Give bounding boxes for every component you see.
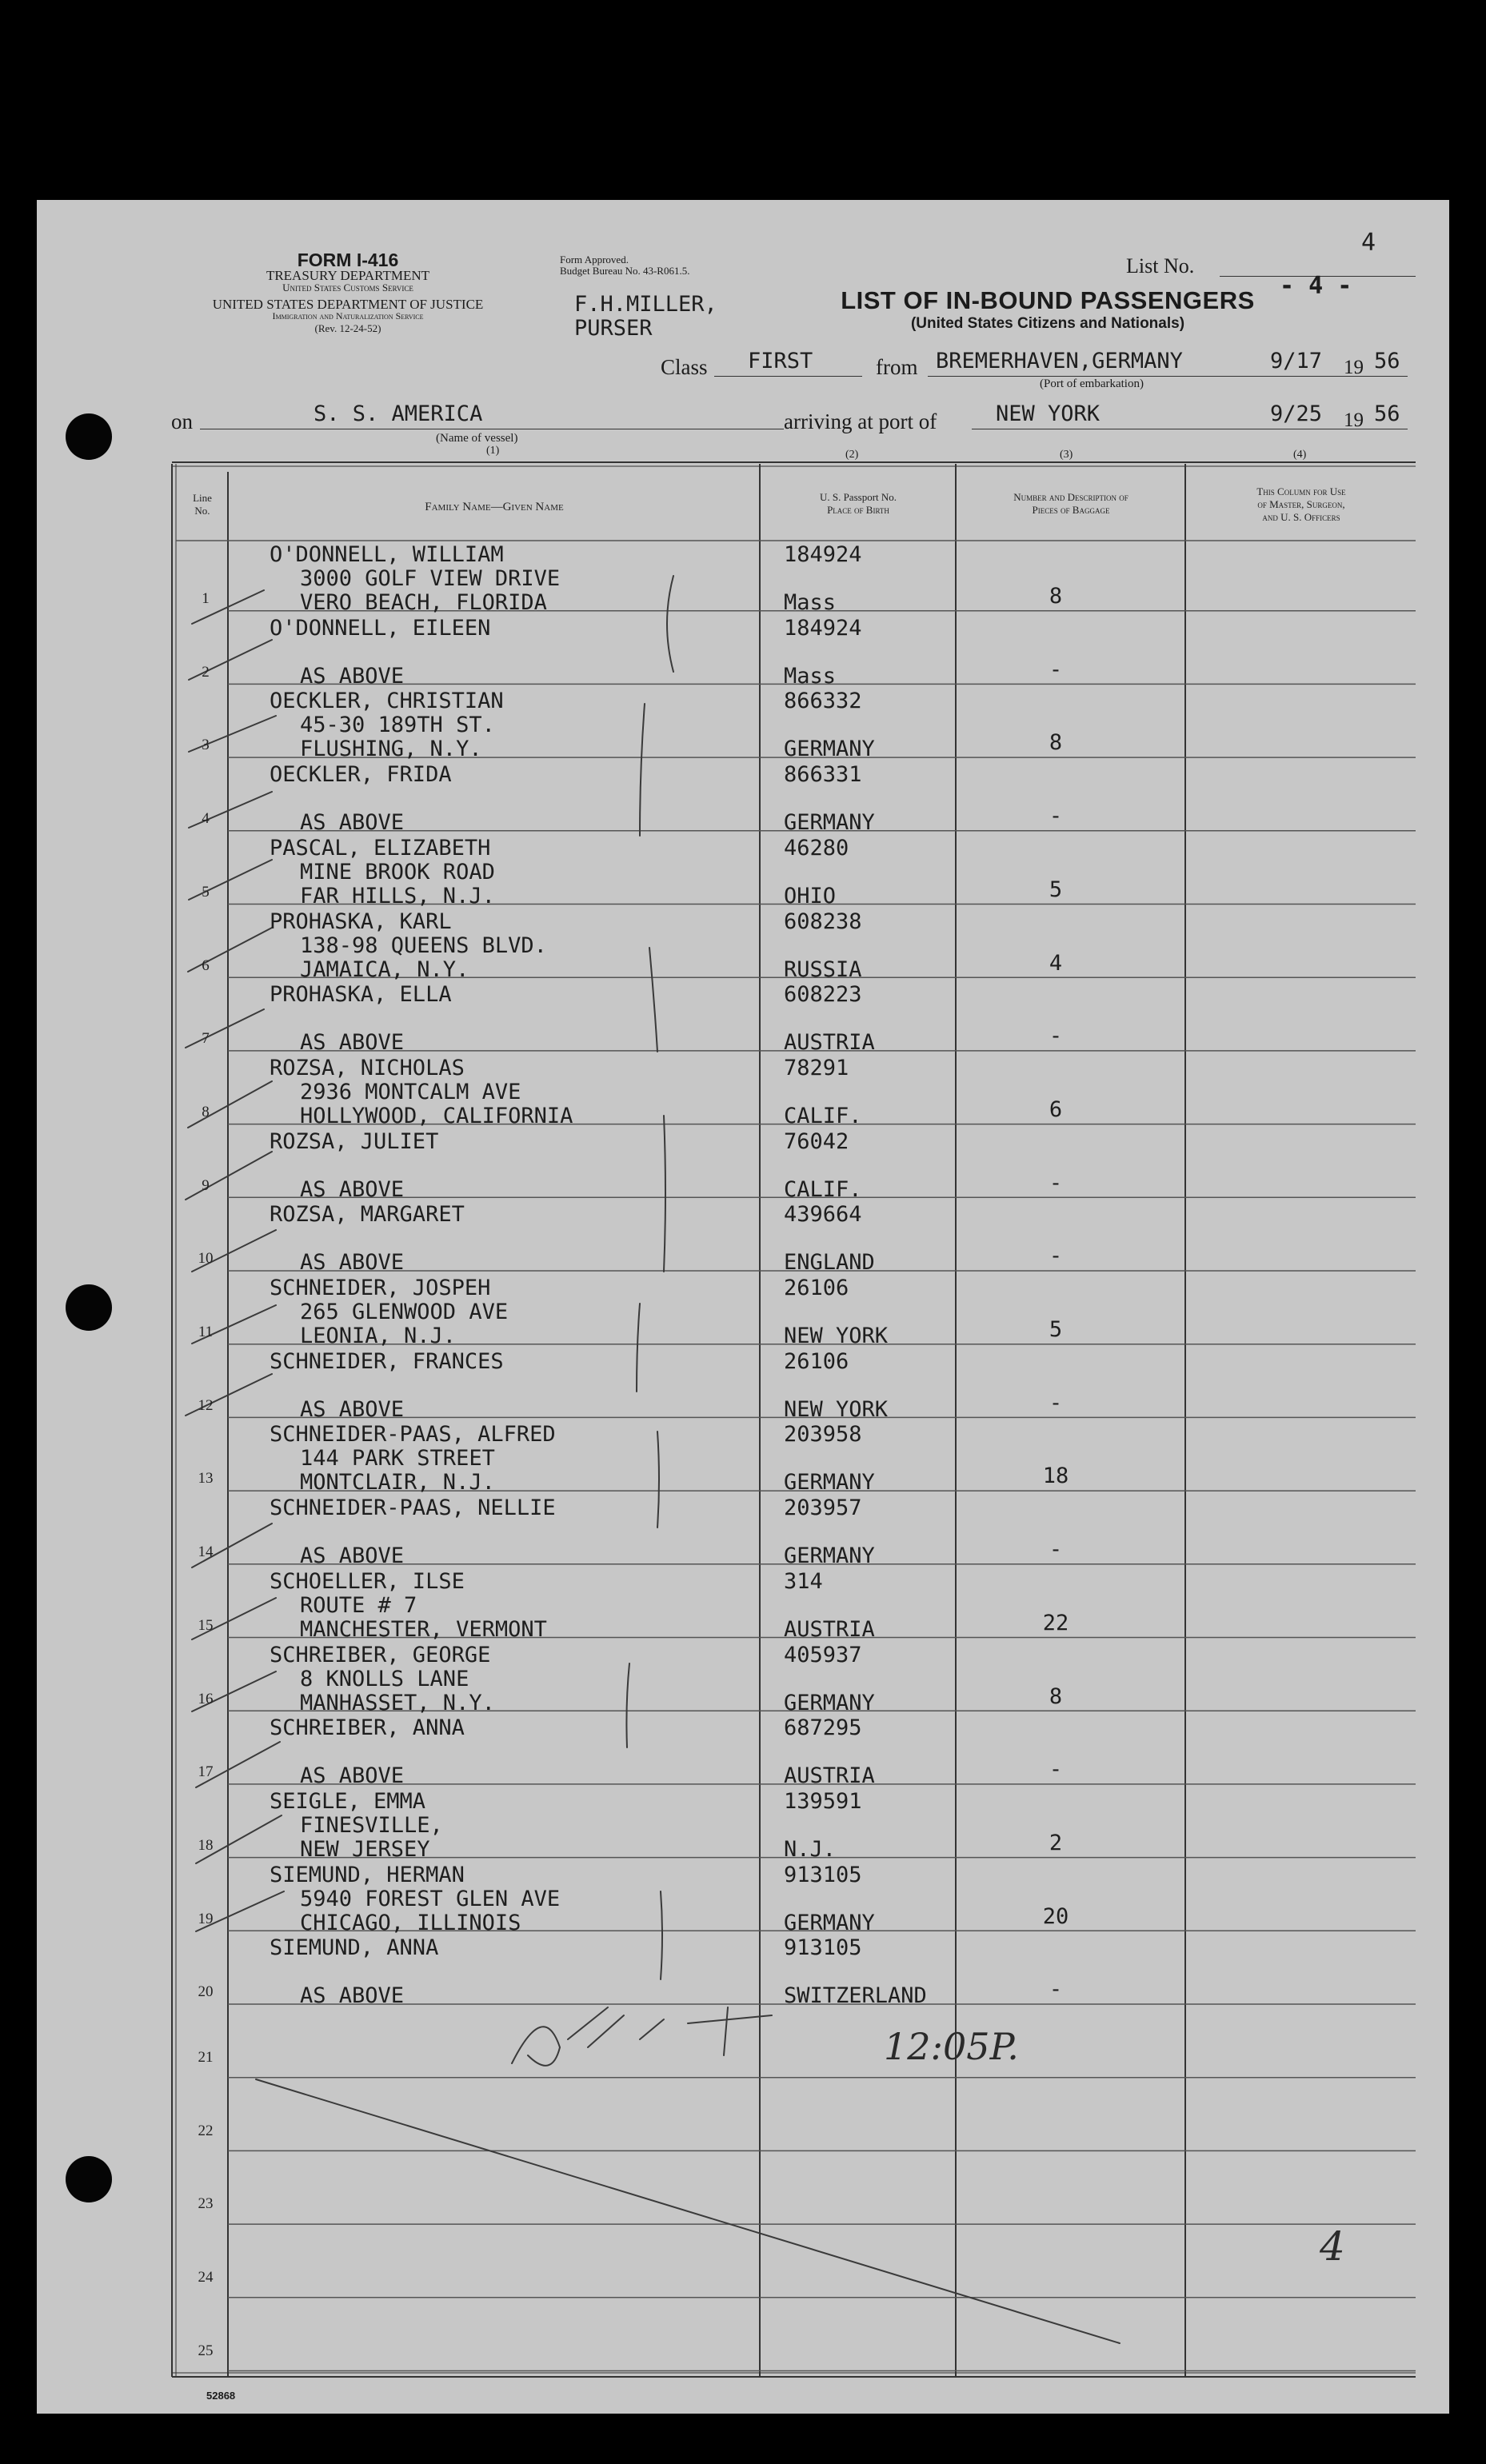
address-line-2: VERO BEACH, FLORIDA [300,590,547,615]
passport-number: 26106 [784,1348,849,1374]
passenger-name: OECKLER, CHRISTIAN [270,689,504,714]
passenger-name: SEIGLE, EMMA [270,1788,426,1814]
passport-number: 203958 [784,1422,862,1448]
address-line-1: MINE BROOK ROAD [300,859,495,885]
form-number: FORM I-416 [297,250,399,270]
baggage-count: 20 [1042,1903,1069,1929]
justice-line: UNITED STATES DEPARTMENT OF JUSTICE [212,297,484,312]
punch-hole [66,413,112,460]
line-column-header [178,492,227,517]
line-number: 4 [202,810,210,828]
passport-number: 913105 [784,1935,862,1961]
place-of-birth: CALIF. [784,1176,862,1202]
passport-column-header [761,491,955,517]
address-line-2: AS ABOVE [300,810,405,836]
baggage-count: 2 [1049,1830,1063,1855]
class-value: FIRST [748,349,813,373]
baggage-count: - [1049,1977,1063,2003]
handwritten-number: 4 [1320,2223,1345,2270]
budget-bureau: Budget Bureau No. 43-R061.5. [560,265,690,277]
baggage-count: - [1049,1537,1063,1563]
address-line-1: 5940 FOREST GLEN AVE [300,1886,561,1911]
purser-block [574,293,717,341]
passport-number: 78291 [784,1055,849,1080]
address-line-2: JAMAICA, N.Y. [300,956,469,982]
line-number: 16 [198,1690,214,1707]
place-of-birth: Mass [784,590,837,615]
line-number: 19 [198,1910,214,1927]
passenger-name: SIEMUND, ANNA [270,1935,439,1961]
address-line-1: 2936 MONTCALM AVE [300,1079,521,1104]
passenger-name: ROZSA, JULIET [270,1128,439,1154]
address-line-2: FAR HILLS, N.J. [300,883,495,909]
page-corner-number: 4 [1361,229,1376,257]
address-line-2: MONTCLAIR, N.J. [300,1470,495,1496]
address-line-2: AS ABOVE [300,1396,405,1422]
place-of-birth: RUSSIA [784,956,862,982]
baggage-count: 6 [1049,1096,1063,1122]
line-number: 9 [202,1176,210,1194]
address-line-2: MANCHESTER, VERMONT [300,1616,547,1642]
arrival-year-prefix: 19 [1344,409,1364,431]
line-number: 18 [198,1836,214,1854]
table-row [172,1569,1416,1643]
passport-number: 687295 [784,1715,862,1741]
line-number: 13 [198,1470,214,1488]
address-line-2: LEONIA, N.J. [300,1324,457,1348]
officers-header-line-2: of Master, Surgeon, [1257,498,1345,510]
baggage-count: 8 [1049,1683,1063,1709]
place-of-birth: SWITZERLAND [784,1983,927,2009]
officers-header-line-1: This Column for Use [1256,485,1346,497]
passenger-name: ROZSA, NICHOLAS [270,1055,465,1080]
line-number: 10 [198,1250,214,1268]
class-label: Class [661,355,708,379]
column-number-3: (3) [1060,449,1073,461]
place-of-birth: GERMANY [784,810,875,836]
baggage-count: - [1049,1390,1063,1416]
line-number: 6 [202,956,210,974]
baggage-count: - [1049,1170,1063,1196]
passenger-name: OECKLER, FRIDA [270,762,452,788]
place-of-birth: GERMANY [784,737,875,762]
passport-number: 866332 [784,689,862,714]
line-number: 20 [198,1983,214,2001]
passport-number: 913105 [784,1862,862,1887]
table-row [172,2155,1416,2229]
passport-number: 26106 [784,1276,849,1300]
table-row [172,2229,1416,2302]
place-of-birth: GERMANY [784,1470,875,1496]
passport-number: 608223 [784,982,862,1008]
baggage-count: 18 [1042,1464,1069,1489]
vessel-name: S. S. AMERICA [314,401,483,426]
place-of-birth: AUSTRIA [784,1763,875,1789]
page-title: LIST OF IN-BOUND PASSENGERS [841,286,1255,314]
form-approved: Form Approved. [560,254,629,266]
table-row [172,616,1416,689]
passport-number: 184924 [784,615,862,641]
table-row [172,1202,1416,1276]
passport-number: 46280 [784,835,849,861]
address-line-1: 3000 GOLF VIEW DRIVE [300,566,561,591]
table-row [172,1422,1416,1496]
place-of-birth: CALIF. [784,1103,862,1128]
line-number: 21 [198,2049,214,2066]
vessel-note: (Name of vessel) [436,432,518,445]
table-row [172,2009,1416,2083]
address-line-1: FINESVILLE, [300,1812,443,1838]
form-identity [160,250,536,334]
address-line-2: AS ABOVE [300,1763,405,1789]
embark-port: BREMERHAVEN,GERMANY [936,349,1183,373]
line-number: 7 [202,1030,210,1048]
baggage-header-line: Number and Description of [1013,491,1128,503]
table-row [172,1715,1416,1789]
address-line-2: CHICAGO, ILLINOIS [300,1910,521,1935]
approval-block [560,254,689,277]
baggage-column-header [957,491,1184,517]
address-line-1: 144 PARK STREET [300,1446,495,1472]
passport-number: 608238 [784,909,862,934]
customs-line: United States Customs Service [282,282,413,294]
address-line-2: AS ABOVE [300,1176,405,1202]
table-row [172,689,1416,762]
purser-name: F.H.MILLER, [574,292,717,317]
punch-hole [66,2156,112,2202]
baggage-count: 5 [1049,1317,1063,1342]
table-row [172,1276,1416,1349]
baggage-count: 5 [1049,877,1063,902]
baggage-count: - [1049,1024,1063,1049]
line-number: 5 [202,883,210,901]
title-block [824,286,1272,333]
revision-line: (Rev. 12-24-52) [314,322,381,334]
table-row [172,1863,1416,1936]
passenger-name: PROHASKA, ELLA [270,982,452,1008]
passport-number: 439664 [784,1202,862,1228]
baggage-count: - [1049,804,1063,829]
officers-header-line-3: and U. S. Officers [1262,511,1340,523]
passport-number: 866331 [784,762,862,788]
address-line-2: AS ABOVE [300,1543,405,1569]
line-number: 2 [202,663,210,681]
pieces-header-line: Pieces of Baggage [1032,504,1110,516]
handwritten-time: 12:05P. [884,2025,1019,2068]
column-number-4: (4) [1293,449,1307,461]
line-number: 3 [202,737,210,754]
no-header-word: No. [194,505,210,517]
arrival-year: 56 [1374,401,1400,426]
table-row [172,2302,1416,2376]
address-line-2: NEW JERSEY [300,1836,430,1862]
address-line-2: AS ABOVE [300,1250,405,1276]
baggage-count: - [1049,657,1063,682]
page-subtitle: (United States Citizens and Nationals) [910,315,1185,332]
baggage-count: 8 [1049,730,1063,756]
passenger-name: SCHNEIDER-PAAS, NELLIE [270,1496,556,1521]
place-of-birth: NEW YORK [784,1396,889,1422]
table-row [172,542,1416,616]
address-line-1: 45-30 189TH ST. [300,713,495,738]
line-number: 14 [198,1543,214,1561]
treasury-line: TREASURY DEPARTMENT [266,268,430,283]
address-line-1: 265 GLENWOOD AVE [300,1300,509,1324]
place-of-birth: N.J. [784,1836,837,1862]
address-line-1: 8 KNOLLS LANE [300,1666,469,1691]
arrival-port: NEW YORK [996,401,1101,426]
passenger-name: SCHNEIDER, JOSPEH [270,1276,491,1300]
table-row [172,1129,1416,1203]
table-row [172,836,1416,909]
form-code: 52868 [206,2390,236,2402]
from-rule [928,376,1408,377]
baggage-count: - [1049,1757,1063,1783]
table-row [172,1935,1416,2009]
list-label: List No. [1126,254,1195,278]
passport-number: 184924 [784,542,862,567]
arrival-date: 9/25 [1270,401,1323,426]
place-of-birth: GERMANY [784,1910,875,1935]
table-row [172,762,1416,836]
passport-number: 405937 [784,1642,862,1667]
officers-column-header [1187,485,1416,524]
line-number: 23 [198,2195,214,2213]
line-number: 1 [202,590,210,607]
line-number: 24 [198,2269,214,2286]
line-number: 11 [198,1324,214,1340]
place-of-birth: GERMANY [784,1543,875,1569]
class-rule [714,376,862,377]
ins-line: Immigration and Naturalization Service [272,310,424,321]
passenger-name: PASCAL, ELIZABETH [270,835,491,861]
place-of-birth: GERMANY [784,1690,875,1715]
purser-title: PURSER [574,316,653,341]
birth-header-line: Place of Birth [827,504,889,516]
table-row [172,909,1416,983]
baggage-count: 8 [1049,584,1063,609]
column-number-2: (2) [845,449,859,461]
list-number: - 4 - [1280,272,1352,300]
passenger-name: SCHREIBER, ANNA [270,1715,465,1741]
table-row [172,1643,1416,1716]
passport-number: 139591 [784,1788,862,1814]
line-number: 12 [198,1396,214,1414]
table-row [172,2083,1416,2156]
departure-year-prefix: 19 [1344,357,1364,378]
address-line-2: AS ABOVE [300,1983,405,2009]
address-line-2: MANHASSET, N.Y. [300,1690,495,1715]
embark-note: (Port of embarkation) [1040,377,1144,390]
baggage-count: - [1049,1244,1063,1269]
passenger-name: SCHREIBER, GEORGE [270,1642,491,1667]
arriving-label: arriving at port of [784,409,937,433]
place-of-birth: ENGLAND [784,1250,875,1276]
address-line-1: 138-98 QUEENS BLVD. [300,932,547,958]
address-line-2: HOLLYWOOD, CALIFORNIA [300,1103,573,1128]
passenger-name: SCHNEIDER-PAAS, ALFRED [270,1422,556,1448]
passenger-name: O'DONNELL, EILEEN [270,615,491,641]
place-of-birth: AUSTRIA [784,1030,875,1056]
passport-header-line: U. S. Passport No. [819,491,897,503]
line-number: 25 [198,2342,214,2359]
table-row [172,1789,1416,1863]
passport-number: 314 [784,1568,823,1594]
address-line-2: FLUSHING, N.Y. [300,737,482,762]
passenger-name: SCHNEIDER, FRANCES [270,1348,504,1374]
baggage-count: 22 [1042,1610,1069,1635]
passenger-name: O'DONNELL, WILLIAM [270,542,504,567]
departure-date: 9/17 [1270,349,1323,373]
line-number: 8 [202,1103,210,1120]
table-row [172,982,1416,1056]
line-number: 22 [198,2122,214,2139]
passenger-name: PROHASKA, KARL [270,909,452,934]
passport-number: 203957 [784,1496,862,1521]
line-number: 17 [198,1763,214,1781]
table-row [172,1056,1416,1129]
place-of-birth: OHIO [784,883,837,909]
baggage-count: 4 [1049,950,1063,976]
punch-hole [66,1284,112,1331]
from-label: from [876,355,918,379]
name-column-header: Family Name—Given Name [425,501,564,513]
passenger-name: ROZSA, MARGARET [270,1202,465,1228]
address-line-2: AS ABOVE [300,1030,405,1056]
passenger-name: SIEMUND, HERMAN [270,1862,465,1887]
address-line-2: AS ABOVE [300,663,405,689]
table-row [172,1496,1416,1569]
passport-number: 76042 [784,1128,849,1154]
place-of-birth: Mass [784,663,837,689]
address-line-1: ROUTE # 7 [300,1592,417,1618]
table-row [172,1349,1416,1423]
departure-year: 56 [1374,349,1400,373]
place-of-birth: AUSTRIA [784,1616,875,1642]
on-label: on [171,409,193,433]
line-header-word: Line [193,492,212,504]
place-of-birth: NEW YORK [784,1324,889,1348]
passenger-name: SCHOELLER, ILSE [270,1568,465,1594]
line-number: 15 [198,1616,214,1634]
vessel-column-number: (1) [486,445,500,457]
